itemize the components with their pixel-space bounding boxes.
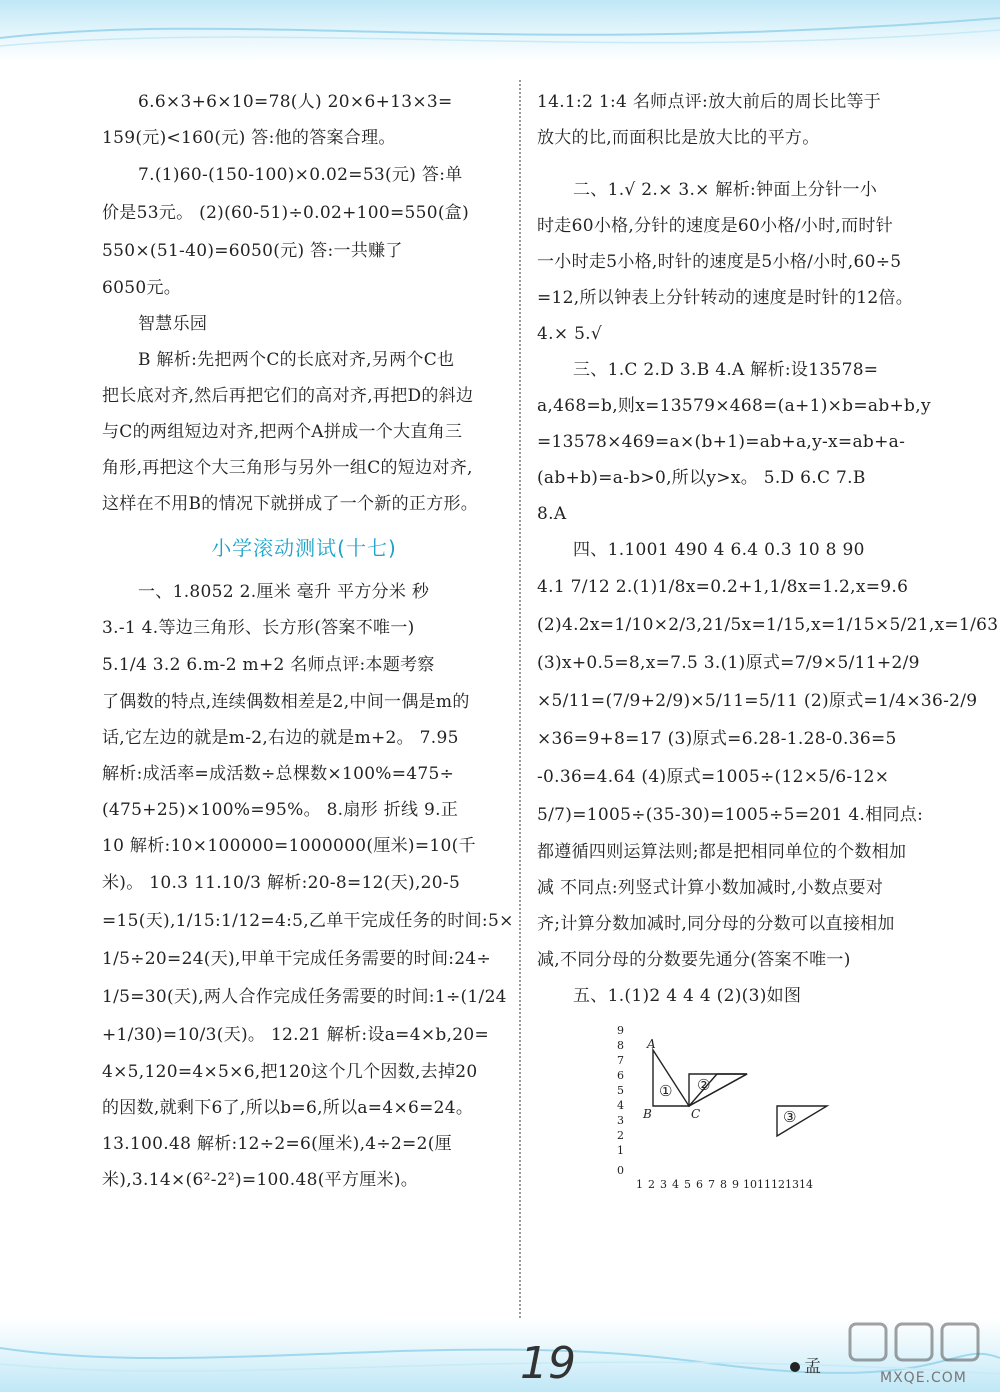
x-tick-label: 9 <box>732 1178 739 1191</box>
answer-line: 二、1.√ 2.× 3.× 解析:钟面上分针一小 <box>573 180 878 200</box>
answer-line: =12,所以钟表上分针转动的速度是时针的12倍。 <box>537 288 914 308</box>
watermark-text: MXQE.COM <box>880 1370 967 1386</box>
answer-line: 6050元。 <box>102 278 182 298</box>
y-tick-label: 4 <box>617 1099 624 1112</box>
triangle-label-3: ③ <box>783 1108 797 1126</box>
page-number: 19 <box>520 1338 576 1389</box>
answer-line: 米),3.14×(6²-2²)=100.48(平方厘米)。 <box>102 1170 419 1190</box>
answer-line: 都遵循四则运算法则;都是把相同单位的个数相加 <box>537 842 907 862</box>
answer-line: 角形,再把这个大三角形与另外一组C的短边对齐, <box>102 458 473 478</box>
answer-line: 10 解析:10×100000=1000000(厘米)=10(千 <box>102 836 476 856</box>
x-tick-label: 4 <box>672 1178 679 1191</box>
left-column <box>102 84 514 1198</box>
answer-line: 14.1:2 1:4 名师点评:放大前后的周长比等于 <box>537 92 882 112</box>
answer-line: 8.A <box>537 504 567 524</box>
triangle-label-2: ② <box>697 1076 711 1094</box>
x-tick-label: 2 <box>648 1178 655 1191</box>
answer-line: 米)。 10.3 11.10/3 解析:20-8=12(天),20-5 <box>102 873 461 893</box>
brand-text: 孟 <box>804 1357 821 1377</box>
right-column <box>537 84 999 1218</box>
answer-line: (ab+b)=a-b>0,所以y>x。 5.D 6.C 7.B <box>537 468 866 488</box>
x-tick-label: 6 <box>696 1178 703 1191</box>
x-tick-label: 3 <box>660 1178 667 1191</box>
point-label-b: B <box>643 1107 652 1121</box>
y-tick-label: 7 <box>617 1054 624 1067</box>
answer-line: 1/5÷20=24(天),甲单干完成任务需要的时间:24÷ <box>102 949 492 969</box>
answer-line: 把长底对齐,然后再把它们的高对齐,再把D的斜边 <box>102 386 474 406</box>
x-tick-label: 12 <box>771 1178 785 1191</box>
x-tick-label: 11 <box>757 1178 771 1191</box>
answer-line: 放大的比,而面积比是放大比的平方。 <box>537 128 820 148</box>
brand-label <box>790 1352 821 1377</box>
triangle-figure-svg <box>597 1018 897 1198</box>
y-tick-label: 9 <box>617 1024 624 1037</box>
answer-line: (475+25)×100%=95%。 8.扇形 折线 9.正 <box>102 800 459 820</box>
answer-line: 的因数,就剩下6了,所以b=6,所以a=4×6=24。 <box>102 1098 474 1118</box>
answer-line: 减 不同点:列竖式计算小数加减时,小数点要对 <box>537 878 884 898</box>
top-wave-decoration <box>0 0 1000 62</box>
x-tick-label: 10 <box>743 1178 757 1191</box>
bullet-dot-icon <box>790 1362 800 1372</box>
answer-line: 四、1.1001 490 4 6.4 0.3 10 8 90 <box>573 540 865 560</box>
point-label-a: A <box>647 1037 656 1051</box>
answer-line: 了偶数的特点,连续偶数相差是2,中间一偶是m的 <box>102 692 470 712</box>
answer-line: 7.(1)60-(150-100)×0.02=53(元) 答:单 <box>138 165 463 185</box>
answer-line: 与C的两组短边对齐,把两个A拼成一个大直角三 <box>102 422 463 442</box>
answer-line: ×5/11=(7/9+2/9)×5/11=5/11 (2)原式=1/4×36-2/9 <box>537 691 978 711</box>
x-tick-label: 14 <box>799 1178 813 1191</box>
answer-line: =13578×469=a×(b+1)=ab+a,y-x=ab+a- <box>537 432 906 452</box>
answer-line: (2)4.2x=1/10×2/3,21/5x=1/15,x=1/15×5/21,x=1/63 <box>537 615 999 635</box>
answer-line: 价是53元。 (2)(60-51)÷0.02+100=550(盒) <box>102 203 470 223</box>
answer-line: 五、1.(1)2 4 4 4 (2)(3)如图 <box>573 986 802 1006</box>
point-label-c: C <box>691 1107 701 1121</box>
x-tick-label: 1 <box>636 1178 643 1191</box>
answer-line: +1/30)=10/3(天)。 12.21 解析:设a=4×b,20= <box>102 1025 490 1045</box>
answer-line: 三、1.C 2.D 3.B 4.A 解析:设13578= <box>573 360 879 380</box>
y-tick-label: 1 <box>617 1144 624 1157</box>
spacer <box>537 156 947 172</box>
answer-line: 13.100.48 解析:12÷2=6(厘米),4÷2=2(厘 <box>102 1134 452 1154</box>
answer-line: 一、1.8052 2.厘米 毫升 平方分米 秒 <box>138 582 430 602</box>
y-tick-label: 3 <box>617 1114 624 1127</box>
y-tick-label: 8 <box>617 1039 624 1052</box>
answer-line: 1/5=30(天),两人合作完成任务需要的时间:1÷(1/24 <box>102 987 507 1007</box>
answer-line: 减,不同分母的分数要先通分(答案不唯一) <box>537 950 851 970</box>
answer-line: 时走60小格,分针的速度是60小格/小时,而时针 <box>537 216 893 236</box>
y-tick-label: 6 <box>617 1069 624 1082</box>
answer-line: 4.1 7/12 2.(1)1/8x=0.2+1,1/8x=1.2,x=9.6 <box>537 577 909 597</box>
answer-line: =15(天),1/15:1/12=4:5,乙单干完成任务的时间:5× <box>102 911 514 931</box>
answer-line: 159(元)<160(元) 答:他的答案合理。 <box>102 128 396 148</box>
wisdom-garden-heading: 智慧乐园 <box>138 314 208 334</box>
x-tick-label: 13 <box>785 1178 799 1191</box>
grid-figure <box>537 1018 947 1218</box>
answer-line: 6.6×3+6×10=78(人) 20×6+13×3= <box>138 92 453 112</box>
answer-line: -0.36=4.64 (4)原式=1005÷(12×5/6-12× <box>537 767 890 787</box>
answer-line: (3)x+0.5=8,x=7.5 3.(1)原式=7/9×5/11+2/9 <box>537 653 920 673</box>
y-tick-label: 5 <box>617 1084 624 1097</box>
answer-line: 550×(51-40)=6050(元) 答:一共赚了 <box>102 241 403 261</box>
answer-line: 一小时走5小格,时针的速度是5小格/小时,60÷5 <box>537 252 902 272</box>
triangle-label-1: ① <box>659 1082 673 1100</box>
x-tick-label: 7 <box>708 1178 715 1191</box>
answer-line: a,468=b,则x=13579×468=(a+1)×b=ab+b,y <box>537 396 931 416</box>
answer-line: 4.× 5.√ <box>537 324 603 344</box>
answer-line: B 解析:先把两个C的长底对齐,另两个C也 <box>138 350 455 370</box>
answer-line: 3.-1 4.等边三角形、长方形(答案不唯一) <box>102 618 415 638</box>
answer-line: 话,它左边的就是m-2,右边的就是m+2。 7.95 <box>102 728 459 748</box>
answer-line: 这样在不用B的情况下就拼成了一个新的正方形。 <box>102 494 479 514</box>
y-tick-label: 2 <box>617 1129 624 1142</box>
answer-line: 解析:成活率=成活数÷总棵数×100%=475÷ <box>102 764 455 784</box>
y-tick-label: 0 <box>617 1164 624 1177</box>
section-title: 小学滚动测试(十七) <box>211 536 397 560</box>
answer-line: 4×5,120=4×5×6,把120这个几个因数,去掉20 <box>102 1062 478 1082</box>
answer-line: ×36=9+8=17 (3)原式=6.28-1.28-0.36=5 <box>537 729 897 749</box>
x-tick-label: 8 <box>720 1178 727 1191</box>
column-divider <box>519 80 521 1330</box>
answer-line: 齐;计算分数加减时,同分母的分数可以直接相加 <box>537 914 895 934</box>
answer-line: 5.1/4 3.2 6.m-2 m+2 名师点评:本题考察 <box>102 655 435 675</box>
answer-line: 5/7)=1005÷(35-30)=1005÷5=201 4.相同点: <box>537 805 924 825</box>
x-tick-label: 5 <box>684 1178 691 1191</box>
